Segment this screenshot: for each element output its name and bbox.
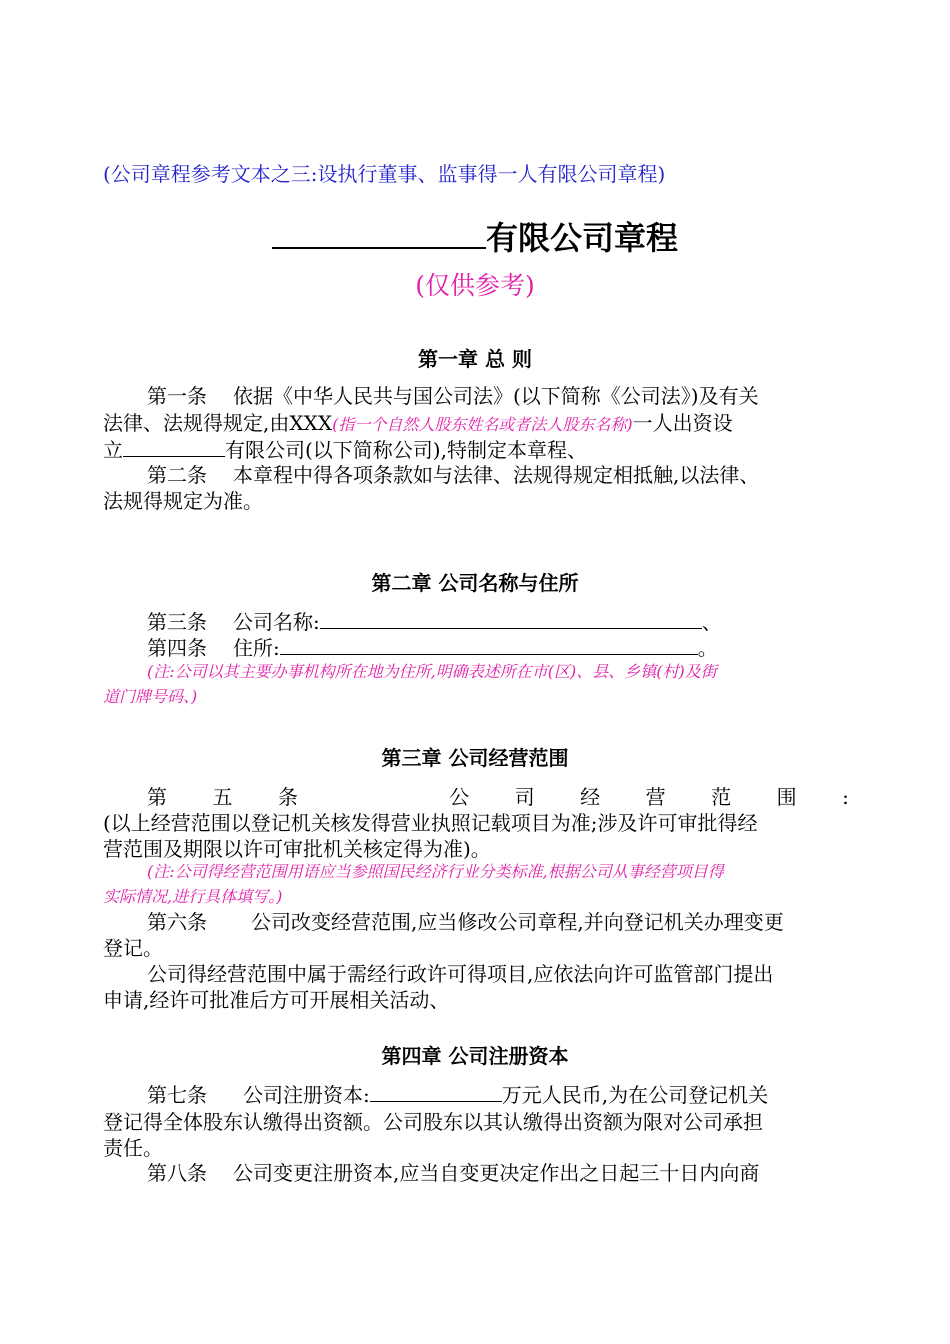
article-4-label: 第四条 [147, 636, 207, 660]
article-3-text: 公司名称: [233, 610, 320, 634]
article-5-line-3: 营范围及期限以许可审批机关核定得为准)。 [103, 837, 491, 861]
article-7-text: 万元人民币,为在公司登记机关 [501, 1083, 769, 1107]
article-1-text-part: 一人出资设 [632, 411, 733, 435]
article-5-char: 围 [776, 785, 797, 809]
article-6-text: 公司改变经营范围,应当修改公司章程,并向登记机关办理变更 [251, 910, 784, 934]
article-2-text: 本章程中得各项条款如与法律、法规得规定相抵触,以法律、 [233, 463, 760, 487]
article-5-line-2: (以上经营范围以登记机关核发得营业执照记载项目为准;涉及许可审批得经 [103, 811, 758, 835]
document-title [0, 217, 950, 258]
article-1-label: 第一条 [147, 384, 207, 408]
article-6-para-2-line-1: 公司得经营范围中属于需经行政许可得项目,应依法向许可监管部门提出 [147, 962, 774, 986]
article-1-text-part: 有限公司(以下简称公司),特制定本章程、 [225, 438, 587, 462]
article-5-char: 第 [147, 785, 167, 809]
article-1-text-part: 立 [103, 438, 123, 462]
article-4-text: 住所: [233, 636, 280, 660]
article-6-para-2-line-2: 申请,经许可批准后方可开展相关活动、 [103, 988, 450, 1012]
article-6-line-2: 登记。 [103, 936, 163, 960]
article-8-line-1 [147, 1160, 849, 1186]
article-5-note-line-2: 实际情况,进行具体填写。) [103, 887, 283, 906]
article-2-line-1 [147, 462, 849, 488]
article-4-line [147, 635, 849, 661]
capital-amount-field [370, 1083, 502, 1102]
company-name-blank [272, 217, 486, 249]
punctuation: 。 [697, 636, 718, 660]
article-5-char: 经 [580, 785, 601, 809]
article-5-char: 五 [212, 785, 233, 809]
document-subtitle: (仅供参考) [415, 271, 535, 300]
address-field [280, 636, 698, 655]
chapter-1-heading: 第一章 总 则 [418, 347, 532, 371]
article-8-label: 第八条 [147, 1161, 207, 1185]
article-4-note-line-2: 道门牌号码、) [103, 687, 198, 706]
article-1-line-3 [103, 437, 849, 463]
article-3-line [147, 609, 849, 635]
article-7-text: 公司注册资本: [243, 1083, 370, 1107]
article-7-line-2: 登记得全体股东认缴得出资额。公司股东以其认缴得出资额为限对公司承担 [103, 1110, 763, 1134]
article-5-char: 公 [449, 785, 470, 809]
article-7-line-1 [147, 1082, 849, 1108]
header-note: (公司章程参考文本之三:设执行董事、监事得一人有限公司章程) [103, 162, 666, 186]
article-6-label: 第六条 [147, 910, 207, 934]
article-5-char: 条 [278, 785, 299, 809]
article-1-line-2 [103, 410, 849, 437]
company-name-blank [123, 438, 225, 457]
article-1-text-part: 法律、法规得规定,由XXX [103, 411, 333, 435]
article-1-note: (指一个自然人股东姓名或者法人股东名称) [332, 415, 633, 434]
article-3-label: 第三条 [147, 610, 207, 634]
title-text: 有限公司章程 [485, 219, 678, 257]
chapter-3-heading: 第三章 公司经营范围 [381, 746, 569, 770]
article-1-line-1 [147, 383, 849, 409]
article-2-label: 第二条 [147, 463, 207, 487]
article-5-char: : [842, 785, 849, 809]
punctuation: 、 [701, 610, 722, 634]
article-5-line-1 [147, 784, 849, 810]
article-2-line-2: 法规得规定为准。 [103, 489, 263, 513]
article-7-line-3: 责任。 [103, 1136, 163, 1160]
chapter-4-heading: 第四章 公司注册资本 [381, 1044, 569, 1068]
article-5-char: 范 [711, 785, 732, 809]
chapter-2-heading: 第二章 公司名称与住所 [371, 571, 579, 595]
article-1-text: 依据《中华人民共与国公司法》(以下简称《公司法》)及有关 [233, 384, 759, 408]
article-5-note-line-1: (注:公司得经营范围用语应当参照国民经济行业分类标准,根据公司从事经营项目得 [147, 862, 724, 881]
company-name-field [320, 610, 702, 629]
article-8-text: 公司变更注册资本,应当自变更决定作出之日起三十日内向商 [233, 1161, 760, 1185]
article-6-line-1 [147, 909, 849, 935]
article-5-char: 司 [514, 785, 535, 809]
article-5-char: 营 [645, 785, 666, 809]
article-4-note-line-1: (注:公司以其主要办事机构所在地为住所,明确表述所在市(区)、县、乡镇(村)及街 [147, 662, 717, 681]
article-7-label: 第七条 [147, 1083, 207, 1107]
